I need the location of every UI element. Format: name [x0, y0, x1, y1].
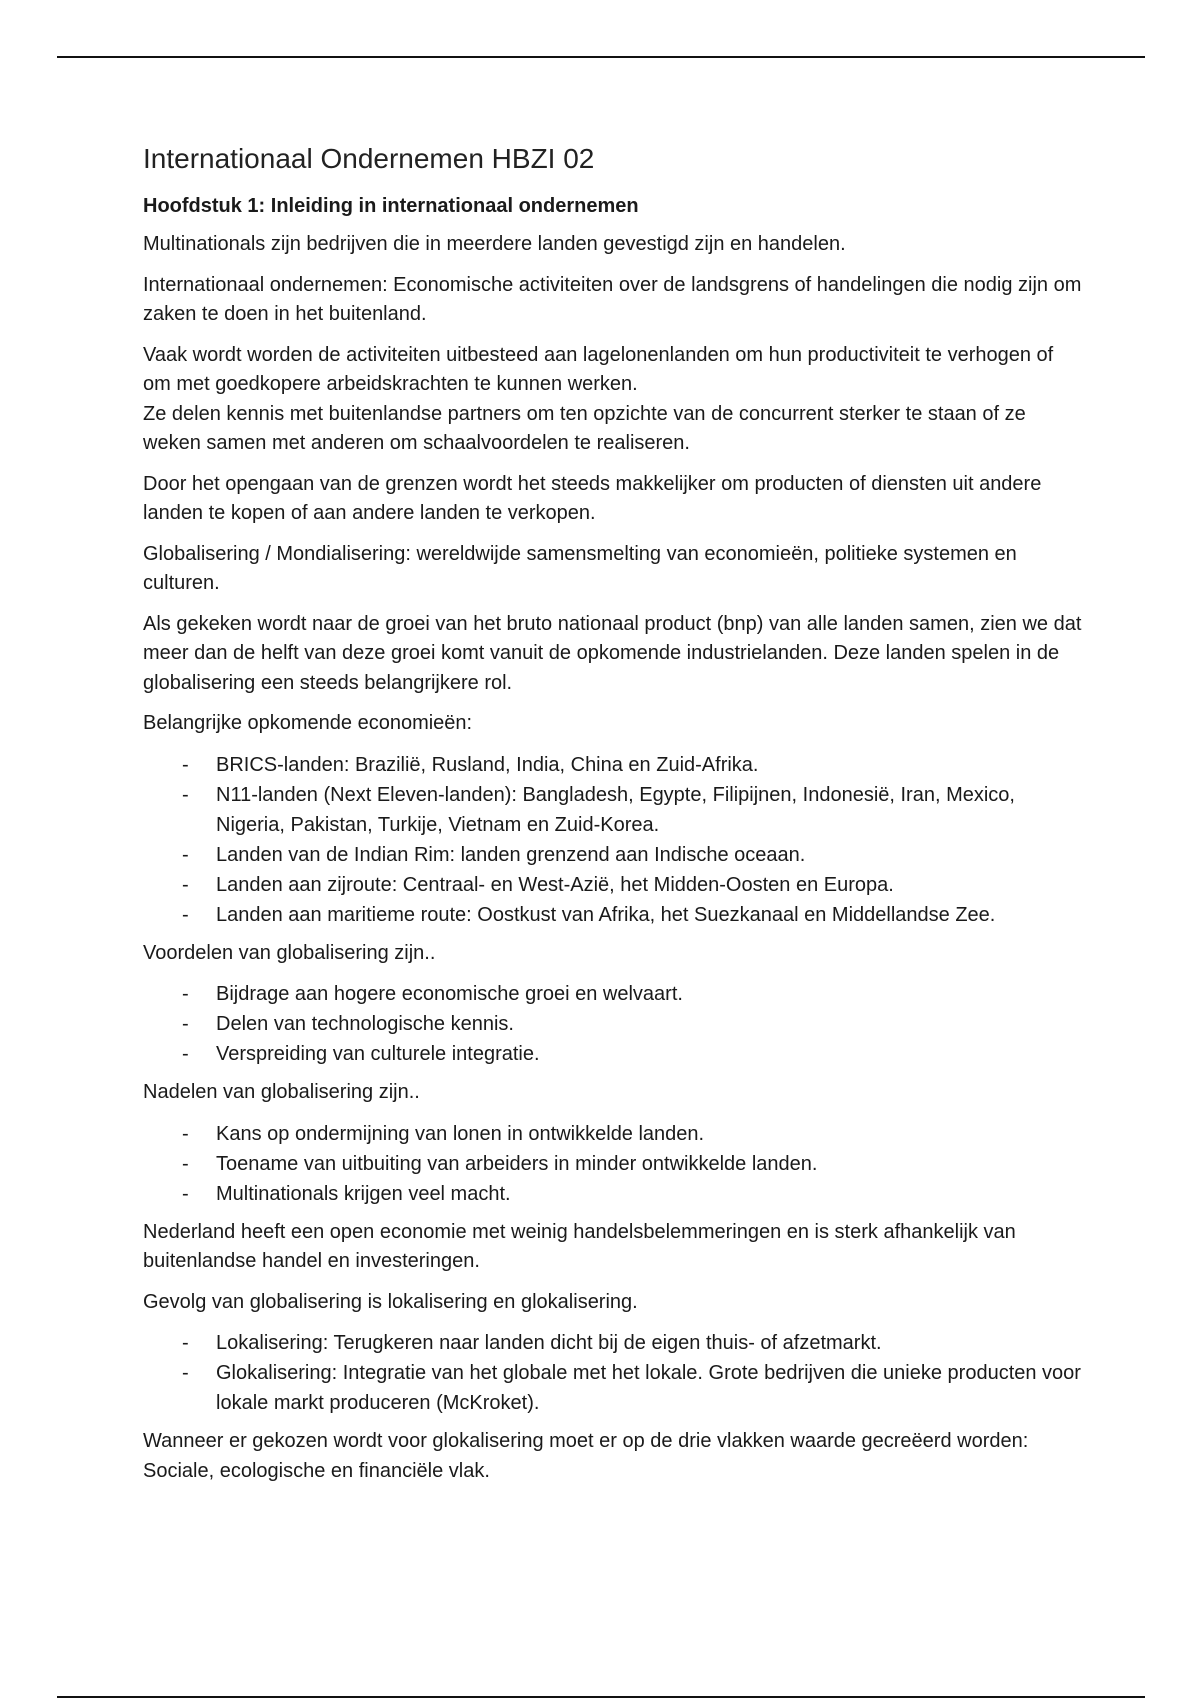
paragraph-outsourcing-line-1: Vaak wordt worden de activiteiten uitbesteed aan lagelonenlanden om hun productiviteit te verhogen of om met goedkopere arbeidskrachten te kunnen werken. [143, 343, 1054, 395]
chapter-heading: Hoofdstuk 1: Inleiding in internationaal ondernemen [143, 195, 639, 217]
list-item: - Kans op ondermijning van lonen in ontwikkelde landen. [216, 1119, 1083, 1149]
advantages-list [143, 979, 1083, 1069]
disadvantages-list [143, 1119, 1083, 1209]
emerging-economies-list [143, 750, 1083, 930]
list-item: - Landen aan maritieme route: Oostkust van Afrika, het Suezkanaal en Middellandse Zee. [216, 900, 1083, 930]
paragraph-gnp: Als gekeken wordt naar de groei van het bruto nationaal product (bnp) van alle landen samen, zien we dat meer dan de helft van deze groei komt vanuit de opkomende industrielanden. Deze landen spelen in de globalisering een steeds belangrijkere rol. [143, 612, 1082, 694]
paragraph-advantages-intro: Voordelen van globalisering zijn.. [143, 941, 436, 964]
top-rule [57, 56, 1145, 58]
list-item: - Bijdrage aan hogere economische groei en welvaart. [216, 979, 1083, 1009]
bottom-rule [57, 1696, 1145, 1698]
paragraph-emerging-intro: Belangrijke opkomende economieën: [143, 712, 473, 734]
paragraph-value-planes: Wanneer er gekozen wordt voor glokalisering moet er op de drie vlakken waarde gecreëerd worden: Sociale, ecologische en financiële vlak. [143, 1430, 1029, 1482]
list-item: - N11-landen (Next Eleven-landen): Bangladesh, Egypte, Filipijnen, Indonesië, Iran, Mexico, Nigeria, Pakistan, Turkije, Vietnam en Zuid-Korea. [216, 780, 1083, 840]
list-item: - Toename van uitbuiting van arbeiders in minder ontwikkelde landen. [216, 1149, 1083, 1179]
consequence-list [143, 1328, 1083, 1418]
paragraph-multinationals: Multinationals zijn bedrijven die in meerdere landen gevestigd zijn en handelen. [143, 233, 846, 255]
list-item: - Delen van technologische kennis. [216, 1009, 1083, 1039]
list-item: - Landen van de Indian Rim: landen grenzend aan Indische oceaan. [216, 840, 1083, 870]
paragraph-definition: Internationaal ondernemen: Economische activiteiten over de landsgrens of handelingen die nodig zijn om zaken te doen in het buitenland. [143, 273, 1082, 325]
page-content [143, 140, 1083, 1497]
document-title: Internationaal Ondernemen HBZI 02 [143, 143, 595, 174]
paragraph-netherlands: Nederland heeft een open economie met weinig handelsbelemmeringen en is sterk afhankelijk van buitenlandse handel en investeringen. [143, 1220, 1016, 1272]
list-item: - Landen aan zijroute: Centraal- en West-Azië, het Midden-Oosten en Europa. [216, 870, 1083, 900]
paragraph-outsourcing [143, 341, 1083, 459]
list-item: - Glokalisering: Integratie van het globale met het lokale. Grote bedrijven die unieke producten voor lokale markt produceren (McKroket). [216, 1358, 1083, 1418]
paragraph-globalisation: Globalisering / Mondialisering: wereldwijde samensmelting van economieën, politieke systemen en culturen. [143, 542, 1017, 594]
paragraph-consequence-intro: Gevolg van globalisering is lokalisering en glokalisering. [143, 1290, 638, 1313]
paragraph-disadvantages-intro: Nadelen van globalisering zijn.. [143, 1081, 420, 1103]
list-item: - Verspreiding van culturele integratie. [216, 1039, 1083, 1069]
list-item: - Lokalisering: Terugkeren naar landen dicht bij de eigen thuis- of afzetmarkt. [216, 1328, 1083, 1358]
paragraph-borders: Door het opengaan van de grenzen wordt het steeds makkelijker om producten of diensten uit andere landen te kopen of aan andere landen te verkopen. [143, 472, 1042, 524]
list-item: - Multinationals krijgen veel macht. [216, 1179, 1083, 1209]
paragraph-outsourcing-line-2: Ze delen kennis met buitenlandse partners om ten opzichte van de concurrent sterker te staan of ze weken samen met anderen om schaalvoordelen te realiseren. [143, 402, 1026, 454]
list-item: - BRICS-landen: Brazilië, Rusland, India, China en Zuid-Afrika. [216, 750, 1083, 780]
